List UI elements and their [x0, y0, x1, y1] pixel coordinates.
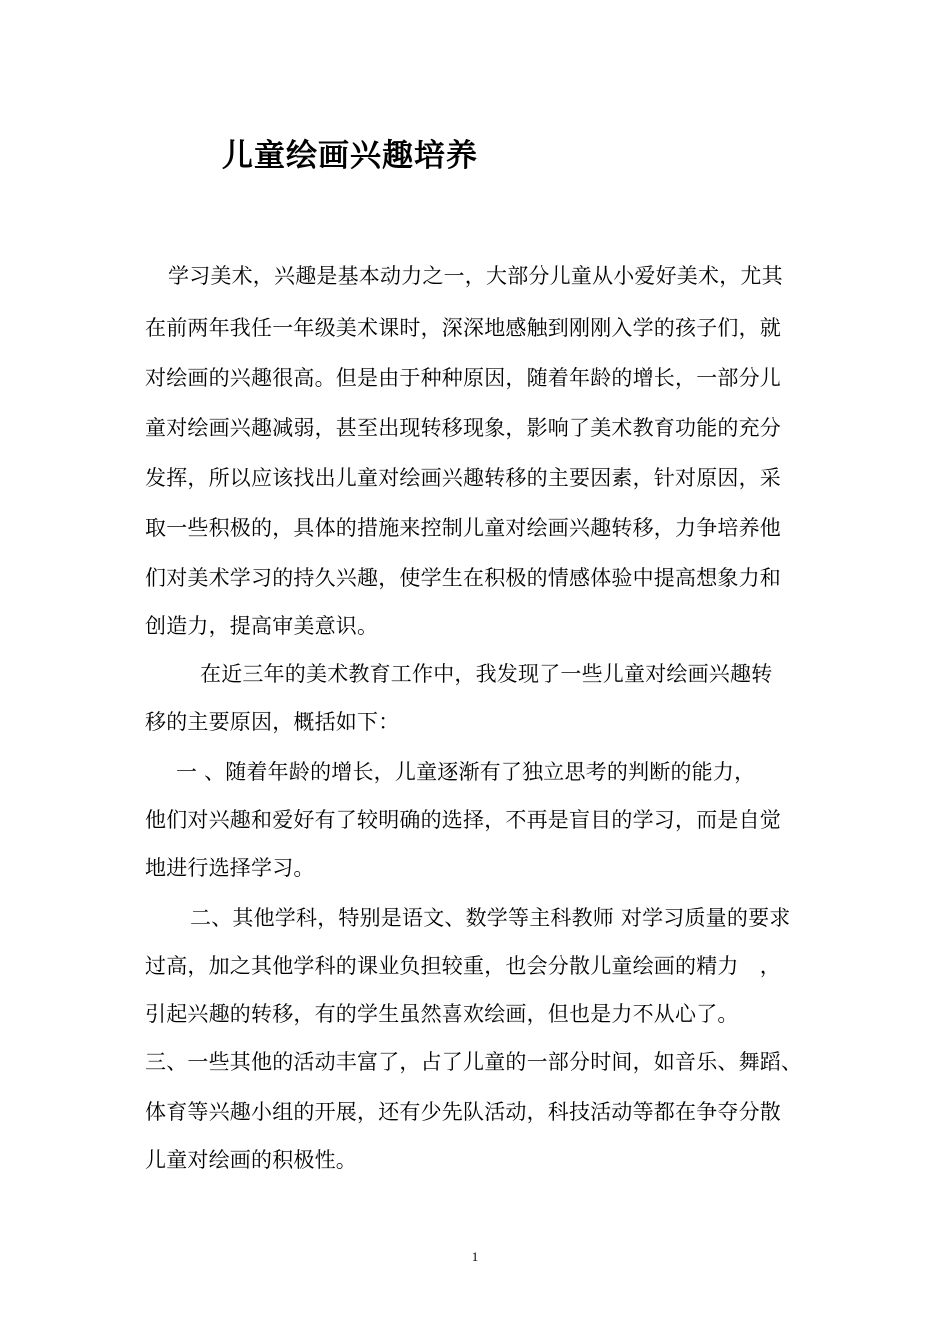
paragraph-line: 体育等兴趣小组的开展，还有少先队活动，科技活动等都在争夺分散 — [145, 1100, 781, 1124]
paragraph-line: 学习美术，兴趣是基本动力之一，大部分儿童从小爱好美术，尤其 — [168, 264, 783, 288]
paragraph-line: 在近三年的美术教育工作中，我发现了一些儿童对绘画兴趣转 — [200, 662, 773, 686]
paragraph-line: 发挥，所以应该找出儿童对绘画兴趣转移的主要因素，针对原因，采 — [145, 466, 781, 490]
paragraph-line: 对绘画的兴趣很高。但是由于种种原因，随着年龄的增长，一部分儿 — [145, 366, 781, 390]
paragraph-line: 一 、随着年龄的增长，儿童逐渐有了独立思考的判断的能力， — [176, 760, 756, 784]
paragraph-line: 儿童对绘画的积极性。 — [145, 1148, 357, 1172]
paragraph-line: 移的主要原因，概括如下： — [145, 710, 400, 734]
paragraph-line: 们对美术学习的持久兴趣，使学生在积极的情感体验中提高想象力和 — [145, 566, 781, 590]
paragraph-line: 在前两年我任一年级美术课时，深深地感触到刚刚入学的孩子们，就 — [145, 316, 781, 340]
document-title: 儿童绘画兴趣培养 — [222, 138, 478, 174]
paragraph-line: 三、一些其他的活动丰富了，占了儿童的一部分时间，如音乐、舞蹈、 — [145, 1050, 803, 1074]
paragraph-line: 引起兴趣的转移，有的学生虽然喜欢绘画，但也是力不从心了。 — [145, 1002, 739, 1026]
paragraph-line: 童对绘画兴趣减弱，甚至出现转移现象，影响了美术教育功能的充分 — [145, 416, 781, 440]
paragraph-line: 地进行选择学习。 — [145, 856, 315, 880]
paragraph-line: 过高，加之其他学科的课业负担较重，也会分散儿童绘画的精力 ， — [145, 954, 781, 978]
page-number: 1 — [471, 1249, 479, 1264]
paragraph-line: 取一些积极的，具体的措施来控制儿童对绘画兴趣转移，力争培养他 — [145, 516, 781, 540]
paragraph-line: 他们对兴趣和爱好有了较明确的选择，不再是盲目的学习，而是自觉 — [145, 808, 781, 832]
paragraph-line: 二、其他学科，特别是语文、数学等主科教师 对学习质量的要求 — [190, 906, 791, 930]
paragraph-line: 创造力，提高审美意识。 — [145, 614, 379, 638]
